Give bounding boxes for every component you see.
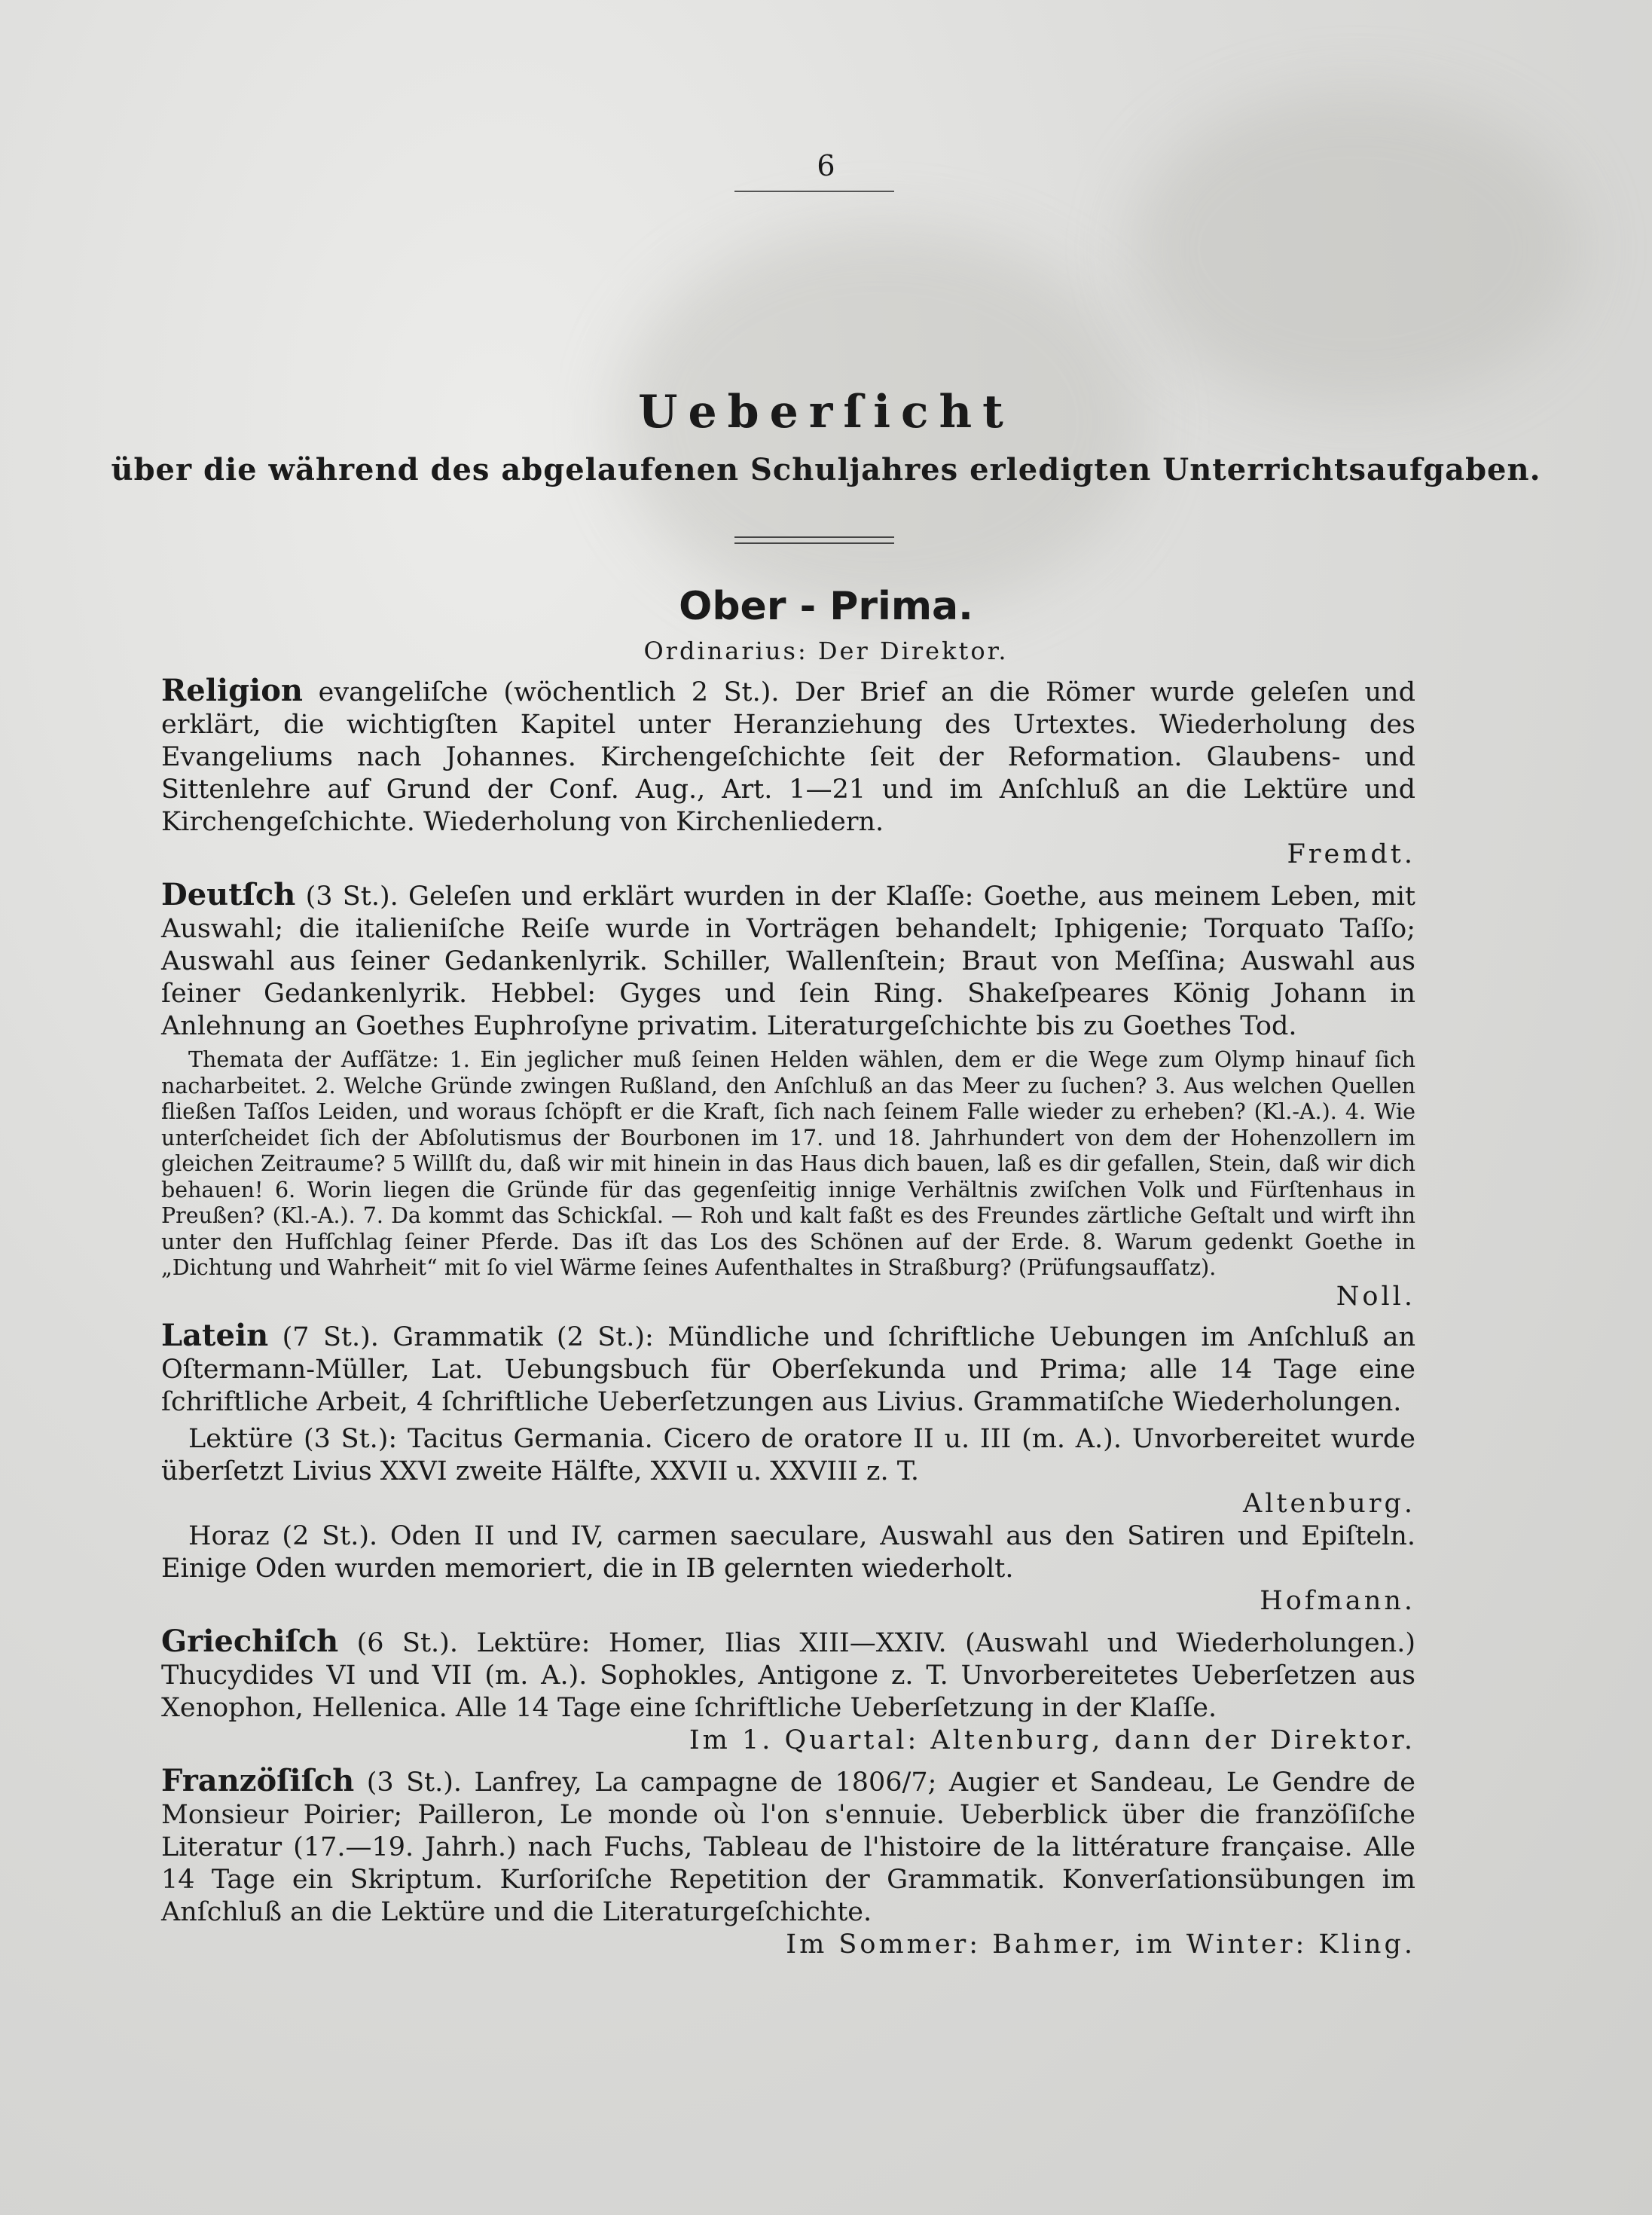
subject-name: Religion <box>161 673 304 708</box>
teacher-name: Fremdt. <box>1287 839 1415 869</box>
subject-name: Latein <box>161 1317 269 1353</box>
essay-topics <box>161 1047 1415 1312</box>
latein-horaz <box>161 1520 1415 1618</box>
section-franzoesisch <box>161 1764 1415 1961</box>
section-deutsch <box>161 878 1415 1043</box>
teacher-name: Altenburg. <box>1243 1488 1415 1519</box>
teacher-name: Im Sommer: Bahmer, im Winter: Kling. <box>786 1929 1415 1960</box>
section-latein <box>161 1319 1415 1419</box>
ordinarius-line: Ordinarius: Der Direktor. <box>643 637 1009 665</box>
section-text: (3 St.). Lanfrey, La campagne de 1806/7; Augier et Sandeau, Le Gendre de Monsieur Poirier; Pailleron, Le monde où l'on s'ennuie. Ueberblick über die franzöſiſche Literatur (17.—19. Jahrh.) nach Fuchs, Tableau de l'histoire de la littérature française. Alle 14 Tage ein Skriptum. Kurſoriſche Repetition der Grammatik. Konverſationsübungen im Anſchluß an die Lektüre und die Literaturgeſchichte. <box>161 1767 1415 1927</box>
page-subheading: über die während des abgelaufenen Schuljahres erledigten Unterrichtsaufgaben. <box>111 452 1541 487</box>
teacher-name: Hofmann. <box>1260 1585 1415 1616</box>
class-title: Ober - Prima. <box>679 584 973 629</box>
section-text: evangeliſche (wöchentlich 2 St.). Der Brief an die Römer wurde geleſen und erklärt, die wichtigſten Kapitel unter Heranziehung des Urtextes. Wiederholung des Evangeliums nach Johannes. Kirchengeſchichte ſeit der Reformation. Glaubens- und Sittenlehre auf Grund der Conf. Aug., Art. 1—21 und im Anſchluß an die Lektüre und Kirchengeſchichte. Wiederholung von Kirchenliedern. <box>161 677 1415 837</box>
section-text: (6 St.). Lektüre: Homer, Ilias XIII—XXIV. (Auswahl und Wiederholungen.) Thucydides VI und VII (m. A.). Sophokles, Antigone z. T. Unvorbereitetes Ueberſetzen aus Xenophon, Hellenica. Alle 14 Tage eine ſchriftliche Ueberſetzung in der Klaſſe. <box>161 1627 1415 1723</box>
section-religion <box>161 674 1415 871</box>
section-text: (3 St.). Geleſen und erklärt wurden in der Klaſſe: Goethe, aus meinem Leben, mit Auswahl; die italieniſche Reiſe wurde in Vorträgen behandelt; Iphigenie; Torquato Taſſo; Auswahl aus ſeiner Gedankenlyrik. Schiller, Wallenſtein; Braut von Meſſina; Auswahl aus ſeiner Gedankenlyrik. Hebbel: Gyges und ſein Ring. Shakeſpeares König Johann in Anlehnung an Goethes Euphroſyne privatim. Literaturgeſchichte bis zu Goethes Tod. <box>161 881 1415 1041</box>
page-number: 6 <box>817 149 835 182</box>
latein-lektuere <box>161 1423 1415 1520</box>
curriculum-body <box>161 674 1415 1961</box>
divider <box>734 191 894 192</box>
subject-name: Griechiſch <box>161 1623 339 1659</box>
paper-stain <box>1130 90 1582 407</box>
subject-name: Deutſch <box>161 877 296 912</box>
subject-name: Franzöſiſch <box>161 1762 355 1798</box>
section-text: Horaz (2 St.). Oden II und IV, carmen saeculare, Auswahl aus den Satiren und Epiſteln. Einige Oden wurden memoriert, die in IB gelernten wiederholt. <box>161 1520 1415 1584</box>
teacher-name: Noll. <box>1336 1281 1415 1312</box>
section-griechisch <box>161 1625 1415 1757</box>
teacher-name: Im 1. Quartal: Altenburg, dann der Direktor. <box>689 1725 1415 1755</box>
double-divider <box>734 536 894 544</box>
section-text: (7 St.). Grammatik (2 St.): Mündliche und ſchriftliche Uebungen im Anſchluß an Oſtermann-Müller, Lat. Uebungsbuch für Oberſekunda und Prima; alle 14 Tage eine ſchriftliche Arbeit, 4 ſchriftliche Ueberſetzungen aus Livius. Grammatiſche Wiederholungen. <box>161 1321 1415 1417</box>
essay-topics-text: Themata der Aufſätze: 1. Ein jeglicher muß ſeinen Helden wählen, dem er die Wege zum Olymp hinauf ſich nacharbeitet. 2. Welche Gründe zwingen Rußland, den Anſchluß an das Meer zu ſuchen? 3. Aus welchen Quellen fließen Taſſos Leiden, und woraus ſchöpft er die Kraft, ſich nach ſeinem Falle wieder zu erheben? (Kl.-A.). 4. Wie unterſcheidet ſich der Abſolutismus der Bourbonen im 17. und 18. Jahrhundert von dem der Hohenzollern im gleichen Zeitraume? 5 Willſt du, daß wir mit hinein in das Haus dich bauen, laß es dir gefallen, Stein, daß wir dich behauen! 6. Worin liegen die Gründe für das gegenſeitig innige Verhältnis zwiſchen Volk und Fürſtenhaus in Preußen? (Kl.-A.). 7. Da kommt das Schickſal. — Roh und kalt faßt es des Freundes zärtliche Geſtalt und wirft ihn unter den Hufſchlag ſeiner Pferde. Das iſt das Los des Schönen auf der Erde. 8. Warum gedenkt Goethe in „Dichtung und Wahrheit“ mit ſo viel Wärme ſeines Aufenthaltes in Straßburg? (Prüfungsaufſatz). <box>161 1047 1415 1280</box>
section-text: Lektüre (3 St.): Tacitus Germania. Cicero de oratore II u. III (m. A.). Unvorbereitet wurde überſetzt Livius XXVI zweite Hälfte, XXVII u. XXVIII z. T. <box>161 1423 1415 1486</box>
page-heading: Ueberſicht <box>638 386 1014 438</box>
